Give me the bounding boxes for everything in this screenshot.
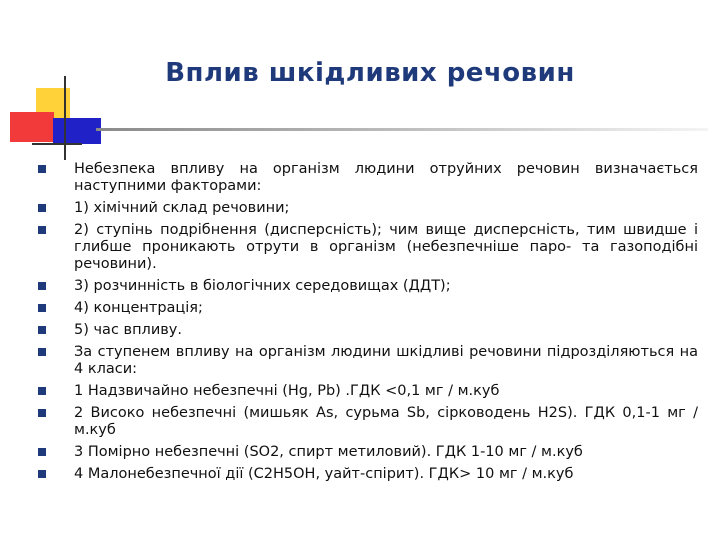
bullet-item [30, 466, 698, 483]
bullet-text: 4 Малонебезпечної дії (C2H5OH, уайт-спірит). ГДК> 10 мг / м.куб [74, 466, 574, 482]
title-divider [96, 128, 708, 131]
square-bullet-icon [38, 204, 46, 212]
bullet-item [30, 444, 698, 461]
decor-red-square [10, 112, 54, 142]
square-bullet-icon [38, 387, 46, 395]
square-bullet-icon [38, 304, 46, 312]
bullet-text: 5) час впливу. [74, 322, 182, 338]
bullet-text: Небезпека впливу на організм людини отруйних речовин визначається наступними факторами: [74, 161, 698, 194]
bullet-list [30, 161, 698, 488]
bullet-item [30, 222, 698, 273]
bullet-item [30, 278, 698, 295]
bullet-item [30, 161, 698, 195]
bullet-text: 1) хімічний склад речовини; [74, 200, 290, 216]
bullet-text: 1 Надзвичайно небезпечні (Hg, Pb) .ГДК <0,1 мг / м.куб [74, 383, 500, 399]
bullet-text: 3) розчинність в біологічних середовищах (ДДТ); [74, 278, 451, 294]
square-bullet-icon [38, 282, 46, 290]
bullet-item [30, 322, 698, 339]
square-bullet-icon [38, 226, 46, 234]
bullet-item [30, 344, 698, 378]
bullet-item [30, 300, 698, 317]
bullet-text: 4) концентрація; [74, 300, 203, 316]
decor-blue-square [53, 118, 101, 144]
square-bullet-icon [38, 409, 46, 417]
bullet-text: 3 Помірно небезпечні (SO2, спирт метиловий). ГДК 1-10 мг / м.куб [74, 444, 583, 460]
square-bullet-icon [38, 348, 46, 356]
bullet-text: 2 Високо небезпечні (мишьяк As, сурьма Sb, сірководень H2S). ГДК 0,1-1 мг / м.куб [74, 405, 698, 438]
bullet-item [30, 383, 698, 400]
square-bullet-icon [38, 448, 46, 456]
slide-title: Вплив шкідливих речовин [165, 58, 575, 88]
square-bullet-icon [38, 326, 46, 334]
decor-horizontal-line [32, 143, 82, 145]
bullet-text: За ступенем впливу на організм людини шкідливі речовини підрозділяються на 4 класи: [74, 344, 698, 377]
bullet-item [30, 405, 698, 439]
bullet-item [30, 200, 698, 217]
bullet-text: 2) ступінь подрібнення (дисперсність); чим вище дисперсність, тим швидше і глибше проникають отрути в організм (небезпечніше паро- та газоподібні речовини). [74, 222, 698, 272]
square-bullet-icon [38, 470, 46, 478]
square-bullet-icon [38, 165, 46, 173]
decor-vertical-line [64, 76, 66, 160]
